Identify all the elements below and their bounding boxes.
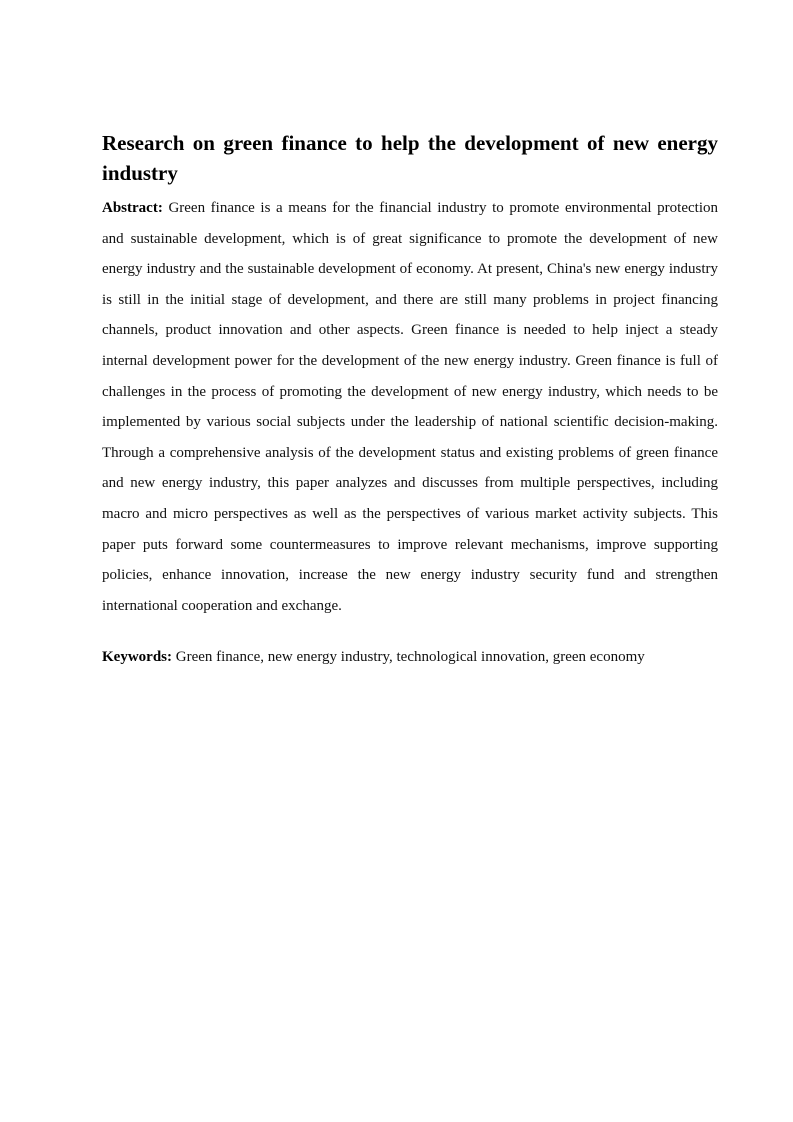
paper-title: Research on green finance to help the development of new energy industry xyxy=(102,131,718,185)
keywords-paragraph xyxy=(102,642,718,673)
paper-content xyxy=(102,128,718,673)
abstract-label: Abstract: xyxy=(102,200,163,216)
keywords-text: Green finance, new energy industry, technological innovation, green economy xyxy=(175,649,645,666)
abstract-paragraph xyxy=(102,193,718,621)
keywords-label: Keywords: xyxy=(102,649,172,666)
abstract-text: Green finance is a means for the financial industry to promote environmental protection and sustainable development, which is of great significance to promote the development of new energy industry and the sustainable development of economy. At present, China's new energy industry is still in the initial stage of development, and there are still many problems in project financing channels, product innovation and other aspects. Green finance is needed to help inject a steady internal development power for the development of the new energy industry. Green finance is full of challenges in the process of promoting the development of new energy industry, which needs to be implemented by various social subjects under the leadership of national scientific decision-making. Through a comprehensive analysis of the development status and existing problems of green finance and new energy industry, this paper analyzes and discusses from multiple perspectives, including macro and micro perspectives as well as the perspectives of various market activity subjects. This paper puts forward some countermeasures to improve relevant mechanisms, improve supporting policies, enhance innovation, increase the new energy industry security fund and strengthen international cooperation and exchange. xyxy=(102,200,718,614)
